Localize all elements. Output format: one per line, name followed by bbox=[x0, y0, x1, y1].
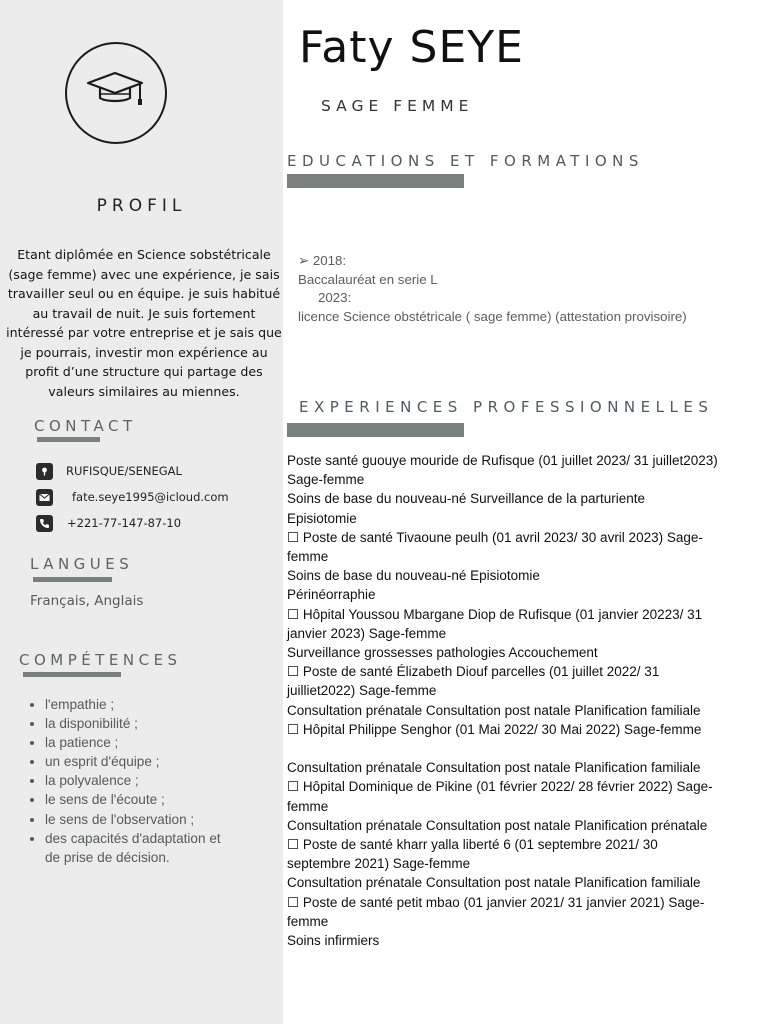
contact-underline bbox=[37, 437, 100, 442]
education-line: 2023: bbox=[318, 290, 352, 305]
main-content bbox=[283, 0, 768, 1024]
experience-line: ☐ Hôpital Philippe Senghor (01 Mai 2022/ 30 Mai 2022) Sage-femme bbox=[287, 721, 702, 737]
experience-line: juilliet2022) Sage-femme bbox=[287, 683, 437, 699]
page-title: Faty SEYE bbox=[299, 22, 524, 73]
experience-line: femme bbox=[287, 798, 329, 814]
experience-list bbox=[287, 451, 767, 950]
experience-line: Poste santé guouye mouride de Rufisque (01 juillet 2023/ 31 juillet2023) bbox=[287, 453, 718, 468]
list-item: • le sens de l'observation ; bbox=[45, 810, 285, 829]
experience-line: Sage-femme bbox=[287, 472, 365, 488]
langues-underline bbox=[33, 577, 112, 582]
experience-line: ☐ Hôpital Dominique de Pikine (01 février 2022/ 28 février 2022) Sage- bbox=[287, 779, 713, 795]
email-icon bbox=[36, 489, 53, 506]
list-item: • des capacités d'adaptation et bbox=[45, 829, 285, 848]
location-text: RUFISQUE/SENEGAL bbox=[66, 464, 182, 478]
experience-line: ☐ Poste de santé kharr yalla liberté 6 (01 septembre 2021/ 30 bbox=[287, 837, 658, 853]
list-item: de prise de décision. bbox=[45, 849, 170, 865]
education-line: ➢ 2018: bbox=[298, 253, 347, 268]
profil-line: profit d’une structure qui partage des bbox=[25, 364, 263, 379]
competences-underline bbox=[23, 672, 121, 677]
list-item: • la patience ; bbox=[45, 733, 285, 752]
phone-text[interactable]: +221-77-147-87-10 bbox=[67, 516, 182, 530]
experience-line: septembre 2021) Sage-femme bbox=[287, 856, 471, 872]
avatar bbox=[65, 42, 167, 144]
education-underline bbox=[287, 174, 464, 188]
email-link[interactable]: fate.seye1995@icloud.com bbox=[72, 490, 229, 504]
experience-line: ☐ Poste de santé Tivaoune peulh (01 avril 2023/ 30 avril 2023) Sage- bbox=[287, 529, 703, 545]
profil-line: travailler seul ou en équipe. je suis habitué bbox=[7, 286, 281, 301]
experience-line: Périnéorraphie bbox=[287, 587, 376, 603]
profil-heading: PROFIL bbox=[96, 196, 187, 216]
list-item: • le sens de l'écoute ; bbox=[45, 790, 285, 809]
education-line: Baccalauréat en serie L bbox=[298, 271, 438, 287]
profil-line: intéressé par votre entreprise et je sais que bbox=[6, 325, 282, 340]
experience-line: Consultation prénatale Consultation post natale Planification familiale bbox=[287, 702, 701, 718]
education-heading: EDUCATIONS ET FORMATIONS bbox=[287, 152, 644, 170]
langues-heading: LANGUES bbox=[30, 555, 134, 573]
experience-line: Surveillance grossesses pathologies Accouchement bbox=[287, 645, 598, 661]
experience-line: Soins infirmiers bbox=[287, 933, 380, 949]
experience-underline bbox=[287, 423, 464, 437]
job-title: SAGE FEMME bbox=[321, 97, 474, 115]
profil-line: (sage femme) avec une expérience, je sais bbox=[8, 266, 280, 282]
list-item: • la polyvalence ; bbox=[45, 771, 285, 790]
education-line: licence Science obstétricale ( sage femme) (attestation provisoire) bbox=[298, 308, 687, 324]
profil-summary bbox=[4, 245, 284, 401]
experience-line: Episiotomie bbox=[287, 510, 357, 526]
phone-icon bbox=[36, 515, 53, 532]
experience-line: Consultation prénatale Consultation post natale Planification familiale bbox=[287, 760, 701, 776]
experience-heading: EXPERIENCES PROFESSIONNELLES bbox=[299, 398, 714, 416]
profil-line: au travail de nuit. Je suis fortement bbox=[32, 305, 256, 321]
competences-heading: COMPÉTENCES bbox=[19, 651, 182, 669]
list-item: • la disponibilité ; bbox=[45, 714, 285, 733]
experience-line: ☐ Hôpital Youssou Mbargane Diop de Rufisque (01 janvier 20223/ 31 bbox=[287, 606, 703, 622]
education-list bbox=[298, 252, 687, 326]
experience-line: Soins de base du nouveau-né Episiotomie bbox=[287, 568, 540, 584]
experience-line bbox=[287, 739, 767, 758]
experience-line: femme bbox=[287, 913, 329, 929]
experience-line: janvier 2023) Sage-femme bbox=[287, 625, 447, 641]
profil-line: je pourrais, investir mon expérience au bbox=[20, 344, 268, 360]
contact-heading: CONTACT bbox=[34, 417, 137, 435]
competences-list bbox=[27, 695, 285, 867]
graduation-cap-icon bbox=[84, 70, 146, 110]
experience-line: Consultation prénatale Consultation post natale Planification prénatale bbox=[287, 817, 708, 833]
list-item: • l'empathie ; bbox=[45, 695, 285, 714]
experience-line: ☐ Poste de santé petit mbao (01 janvier 2021/ 31 janvier 2021) Sage- bbox=[287, 894, 705, 910]
profil-line: valeurs similaires au miennes. bbox=[48, 383, 240, 399]
experience-line: Soins de base du nouveau-né Surveillance de la parturiente bbox=[287, 491, 645, 507]
langues-value: Français, Anglais bbox=[30, 593, 144, 609]
profil-line: Etant diplômée en Science sobstétricale bbox=[17, 247, 271, 262]
location-pin-icon bbox=[36, 463, 53, 480]
sidebar bbox=[0, 0, 283, 1024]
experience-line: ☐ Poste de santé Élizabeth Diouf parcelles (01 juillet 2022/ 31 bbox=[287, 664, 660, 680]
experience-line: femme bbox=[287, 549, 329, 565]
experience-line: Consultation prénatale Consultation post natale Planification familiale bbox=[287, 875, 701, 891]
list-item: • un esprit d'équipe ; bbox=[45, 752, 285, 771]
